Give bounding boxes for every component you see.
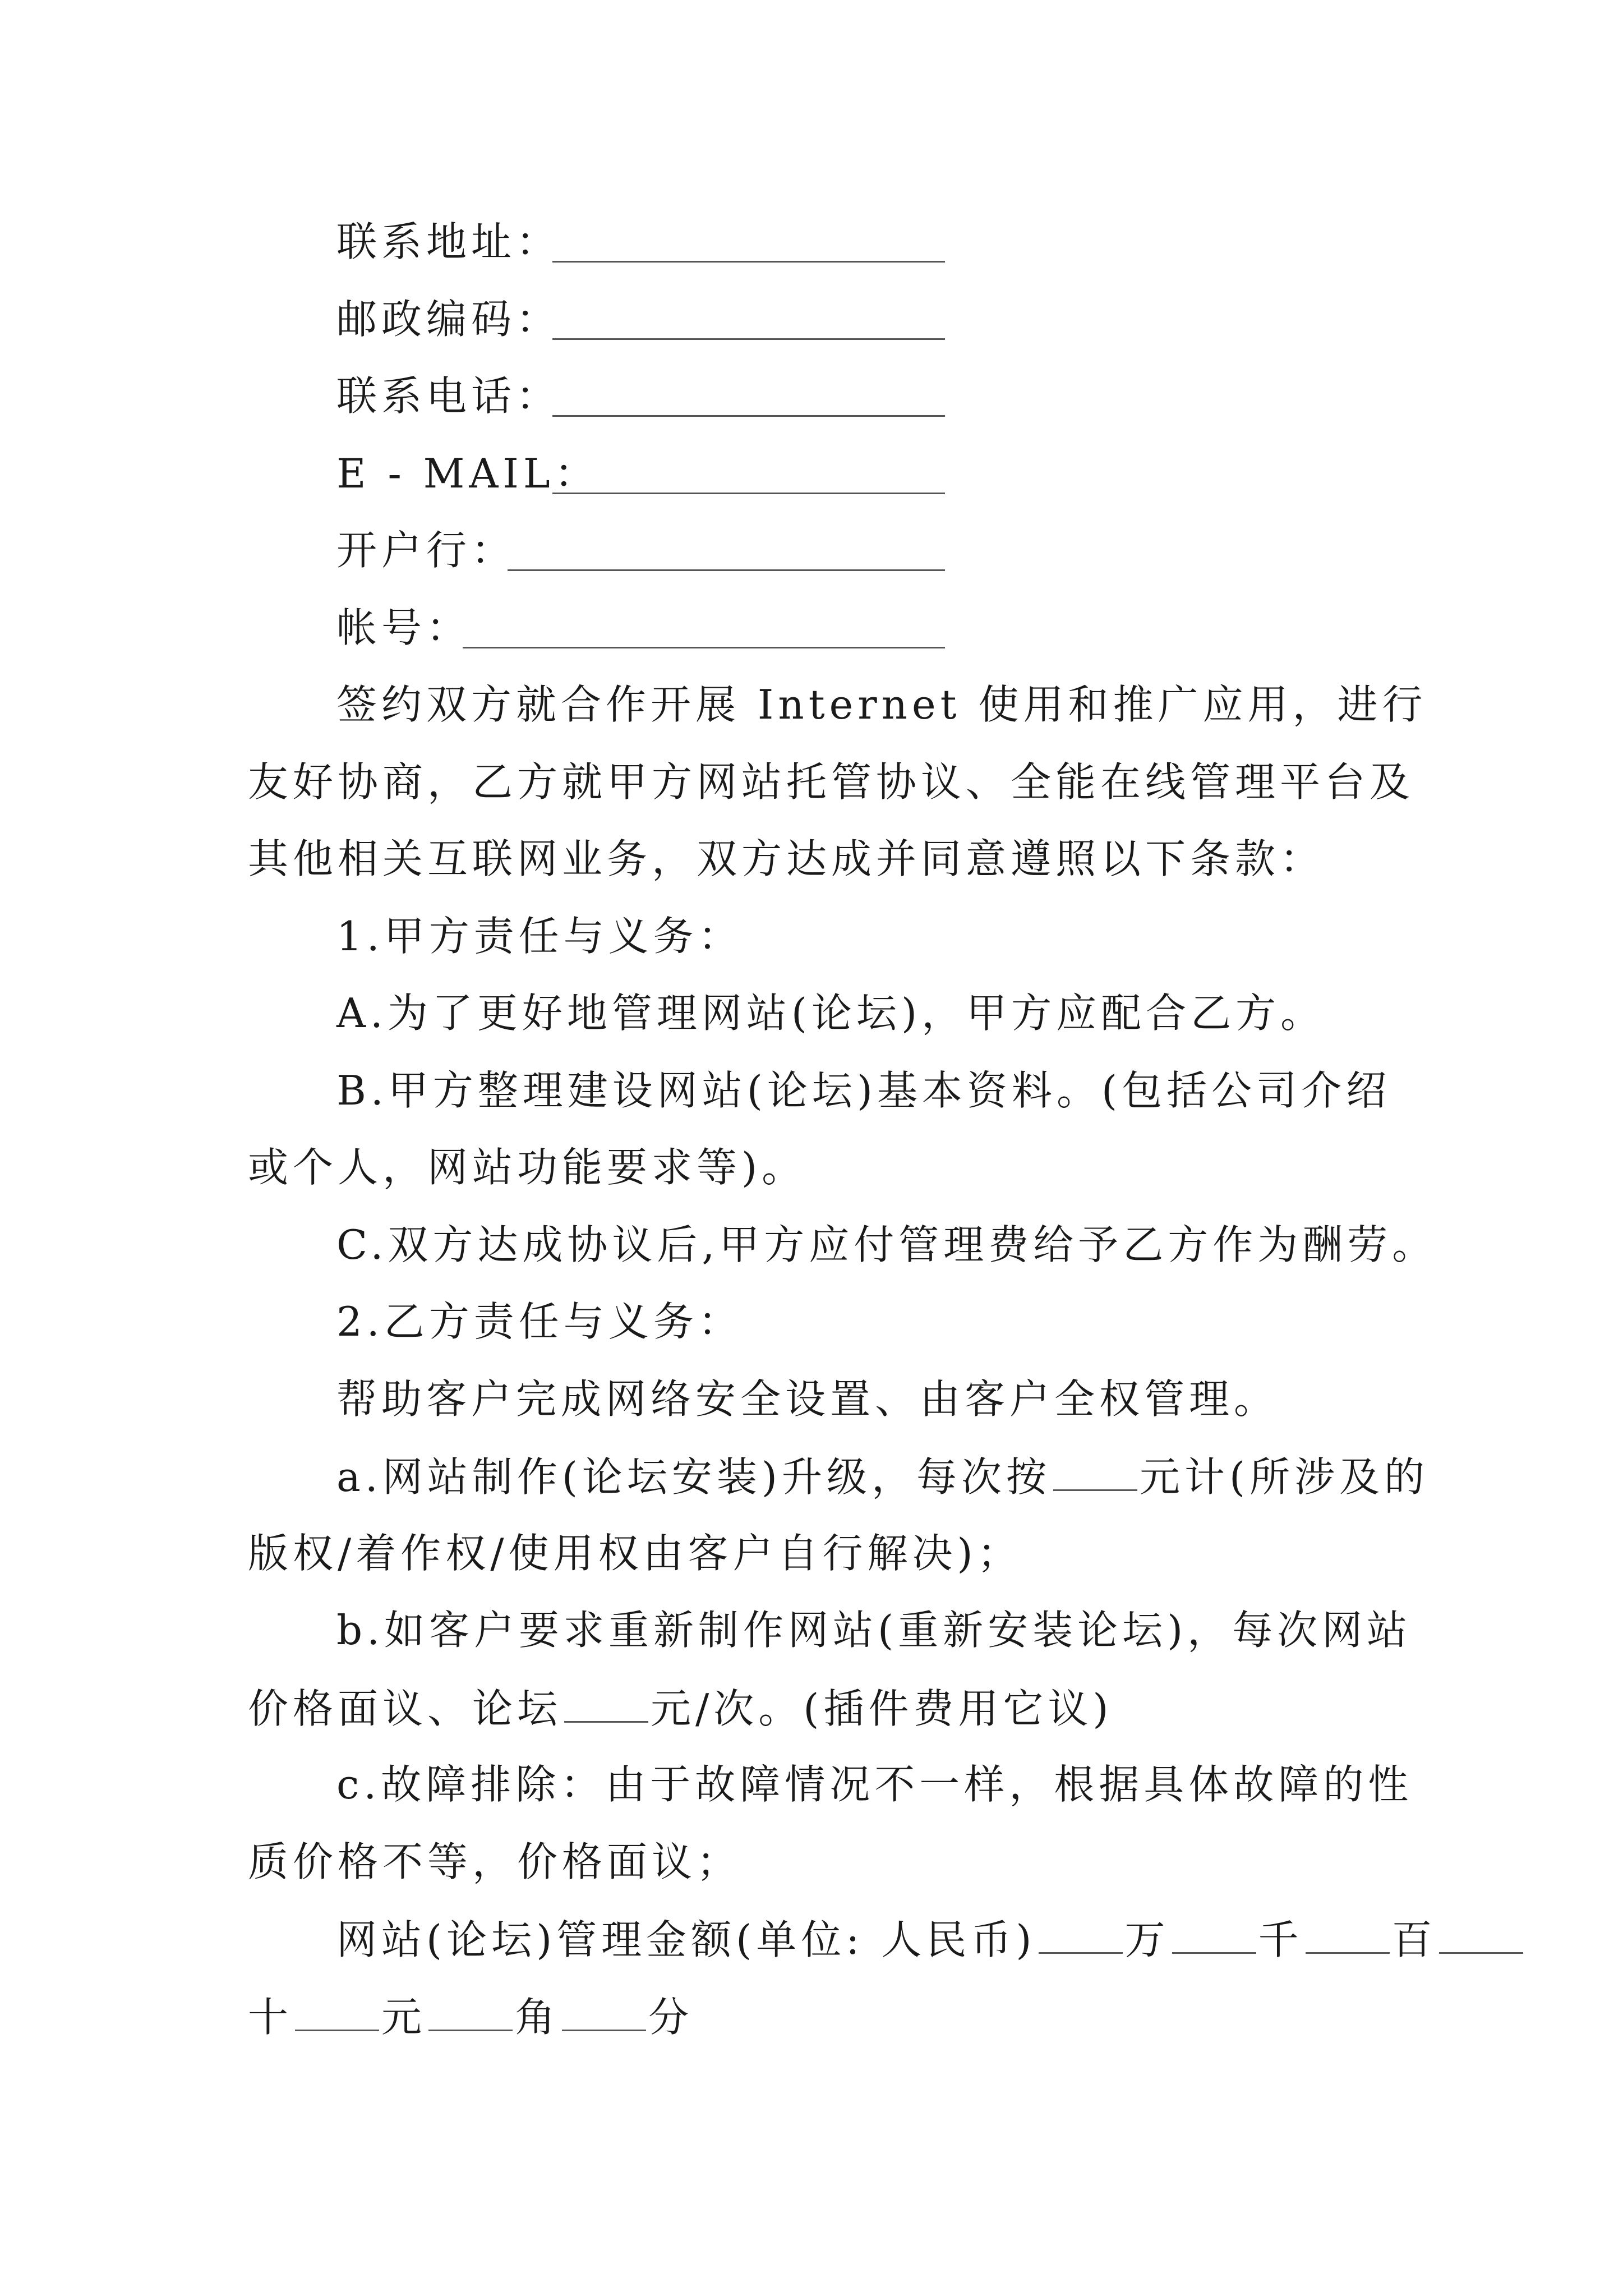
- amount-blank[interactable]: [1172, 1918, 1256, 1954]
- amount-unit: 十: [248, 1994, 293, 2041]
- field-label: 帐号：: [336, 604, 472, 651]
- item-text: 价格面议、论坛: [248, 1685, 562, 1732]
- field-account-blank[interactable]: [463, 647, 945, 648]
- amount-unit: 百: [1391, 1916, 1437, 1963]
- intro-line-3: 其他相关互联网业务，双方达成并同意遵照以下条款：: [248, 835, 1325, 882]
- field-label: 联系地址：: [336, 218, 561, 265]
- field-phone: [336, 372, 561, 420]
- amount-blank[interactable]: [1439, 1918, 1523, 1954]
- amount-blank[interactable]: [1039, 1918, 1123, 1954]
- field-phone-blank[interactable]: [552, 415, 945, 417]
- field-label: 邮政编码：: [336, 296, 561, 343]
- field-account: [336, 604, 472, 651]
- forum-price-blank[interactable]: [564, 1687, 648, 1723]
- amount-unit: 角: [515, 1994, 560, 2041]
- party-b-item-c-line-1: c.故障排除：由于故障情况不一样，根据具体故障的性: [336, 1761, 1413, 1808]
- amount-unit: 万: [1124, 1916, 1170, 1963]
- party-b-item-b-line-2: [248, 1685, 1113, 1732]
- intro-line-2: 友好协商，乙方就甲方网站托管协议、全能在线管理平台及: [248, 758, 1415, 806]
- field-postal-code-blank[interactable]: [552, 338, 945, 340]
- field-postal-code: [336, 296, 561, 343]
- amount-blank[interactable]: [562, 1996, 646, 2031]
- party-a-item-b-line-2: 或个人，网站功能要求等)。: [248, 1144, 807, 1191]
- party-a-item-c: C.双方达成协议后,甲方应付管理费给予乙方作为酬劳。: [336, 1221, 1437, 1268]
- amount-unit: 分: [648, 1994, 694, 2041]
- item-text: 元/次。(插件费用它议): [651, 1685, 1113, 1732]
- item-text: 元计(所涉及的: [1140, 1453, 1430, 1501]
- field-contact-address: [336, 218, 561, 265]
- party-b-intro: 帮助客户完成网络安全设置、由客户全权管理。: [336, 1375, 1279, 1423]
- amount-blank[interactable]: [295, 1996, 379, 2031]
- amount-line-1: [336, 1916, 1525, 1963]
- field-bank-blank[interactable]: [508, 569, 945, 571]
- party-b-heading: 2.乙方责任与义务：: [336, 1298, 743, 1345]
- field-email-blank[interactable]: [552, 493, 945, 494]
- price-blank[interactable]: [1053, 1456, 1137, 1491]
- amount-prefix: 网站(论坛)管理金额(单位: 人民币): [336, 1916, 1036, 1963]
- field-bank: [336, 527, 517, 574]
- field-contact-address-blank[interactable]: [552, 261, 945, 263]
- party-b-item-a-line-2: 版权/着作权/使用权由客户自行解决)；: [248, 1530, 1022, 1577]
- party-a-heading: 1.甲方责任与义务：: [336, 913, 743, 960]
- party-a-item-b-line-1: B.甲方整理建设网站(论坛)基本资料。(包括公司介绍: [336, 1067, 1391, 1114]
- intro-line-1: 签约双方就合作开展 Internet 使用和推广应用，进行: [336, 681, 1427, 728]
- amount-blank[interactable]: [428, 1996, 513, 2031]
- field-label: 开户行：: [336, 527, 517, 574]
- party-b-item-c-line-2: 质价格不等，价格面议；: [248, 1838, 742, 1885]
- field-label: E - MAIL：: [336, 450, 600, 497]
- item-text: a.网站制作(论坛安装)升级，每次按: [336, 1453, 1051, 1501]
- party-b-item-b-line-1: b.如客户要求重新制作网站(重新安装论坛)，每次网站: [336, 1607, 1412, 1654]
- amount-unit: 元: [381, 1994, 427, 2041]
- amount-blank[interactable]: [1306, 1918, 1390, 1954]
- party-a-item-a: A.为了更好地管理网站(论坛)，甲方应配合乙方。: [336, 990, 1326, 1037]
- field-email: [336, 450, 600, 497]
- amount-unit: 千: [1258, 1916, 1303, 1963]
- party-b-item-a-line-1: [336, 1453, 1430, 1501]
- amount-line-2: [248, 1994, 694, 2041]
- field-label: 联系电话：: [336, 372, 561, 420]
